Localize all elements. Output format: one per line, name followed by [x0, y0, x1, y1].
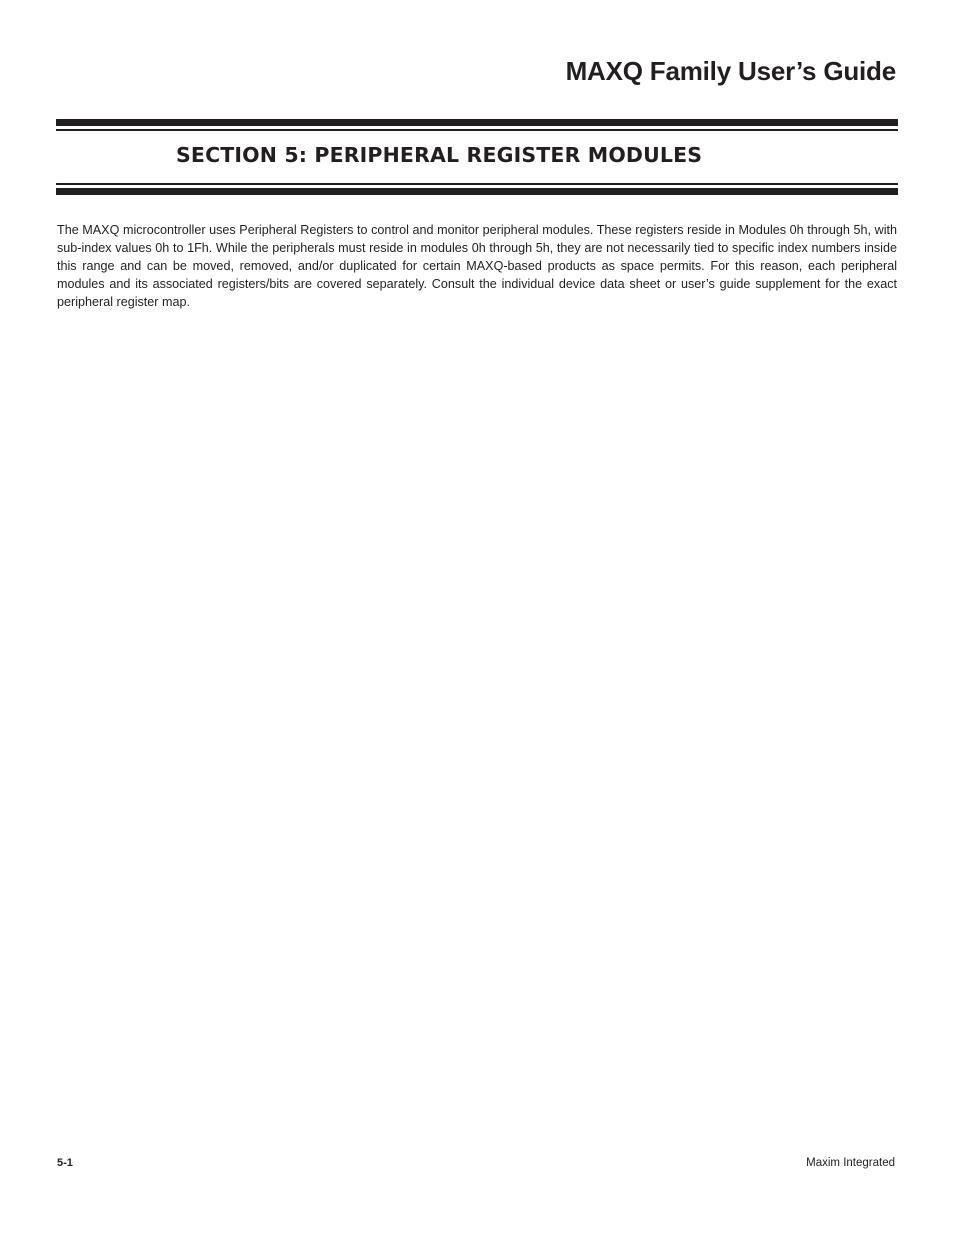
header-rule-thick: [56, 119, 898, 126]
section-rule-thin: [56, 183, 898, 185]
document-title: MAXQ Family User’s Guide: [565, 56, 896, 86]
header-rule-thin: [56, 129, 898, 131]
intro-paragraph: The MAXQ microcontroller uses Peripheral Registers to control and monitor peripheral modules. These registers reside in Modules 0h through 5h, with sub-index values 0h to 1Fh. While the peripherals must reside in modules 0h through 5h, they are not necessarily tied to specific index numbers inside this range and can be moved, removed, and/or duplicated for certain MAXQ-based products as space permits. For this reason, each peripheral modules and its associated registers/bits are covered separately. Consult the individual device data sheet or user’s guide supplement for the exact peripheral register map.: [57, 223, 897, 309]
publisher-name: Maxim Integrated: [806, 1157, 895, 1169]
section-heading: SECTION 5: PERIPHERAL REGISTER MODULES: [176, 143, 703, 167]
page-number: 5-1: [57, 1157, 73, 1169]
section-rule-thick: [56, 188, 898, 195]
